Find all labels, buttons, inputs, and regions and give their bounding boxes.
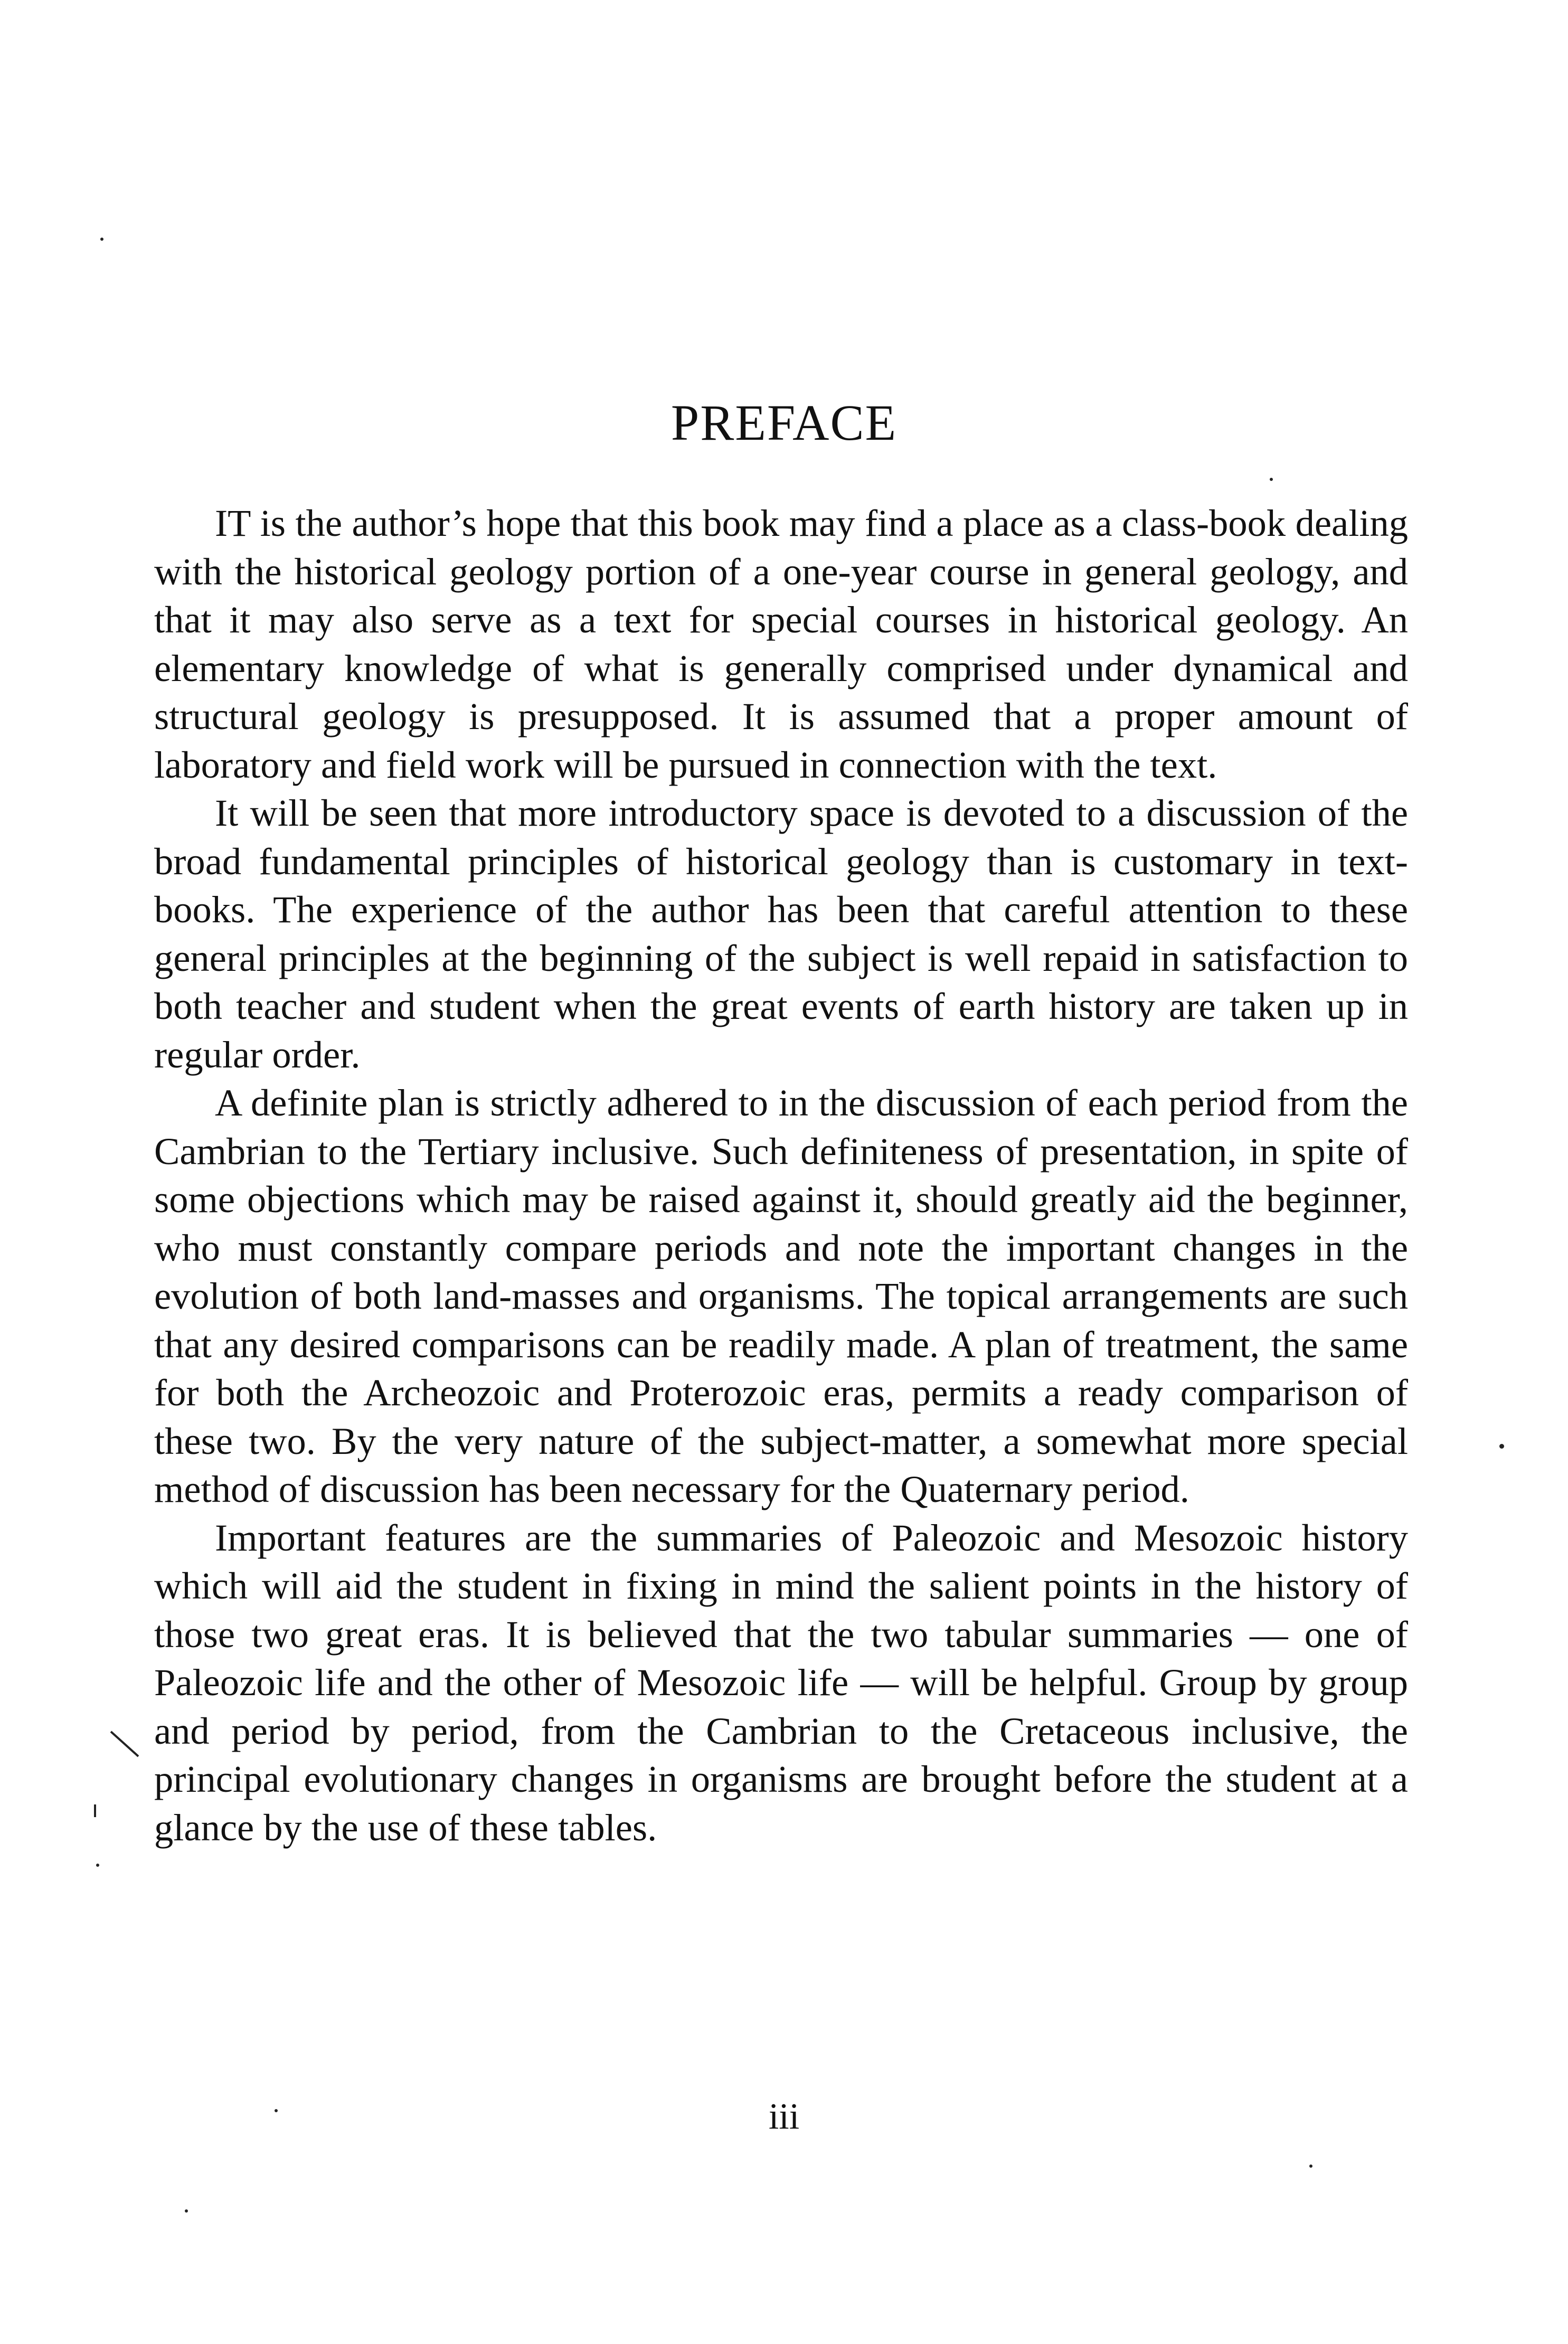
scan-speck bbox=[1270, 478, 1273, 481]
preface-body bbox=[154, 499, 1408, 1851]
scan-speck bbox=[1499, 1444, 1504, 1449]
scan-speck bbox=[100, 238, 103, 241]
scan-speck bbox=[275, 2109, 278, 2112]
margin-tick bbox=[94, 1804, 96, 1817]
page-number: iii bbox=[768, 2096, 800, 2137]
paragraph-3: A definite plan is strictly adhered to in the discussion of each period from the Cambrian to the Tertiary inclusive. Such definiteness of presentation, in spite of some objections which may be raised against it, should greatly aid the beginner, who must constantly compare periods and note the important changes in the evolution of both land-masses and organisms. The topical arrangements are such that any desired comparisons can be readily made. A plan of treatment, the same for both the Archeozoic and Proterozoic eras, permits a ready comparison of these two. By the very nature of the subject-matter, a somewhat more special method of discussion has been necessary for the Quaternary period. bbox=[154, 1081, 1408, 1510]
page-title: PREFACE bbox=[670, 394, 898, 451]
paragraph-2: It will be seen that more introductory space is devoted to a discussion of the broad fundamental principles of historical geology than is customary in text-books. The experience of the author has been that careful attention to these general principles at the beginning of the subject is well repaid in satisfaction to both teacher and student when the great events of earth history are taken up in regular order. bbox=[154, 791, 1408, 1076]
paragraph-4: Important features are the summaries of Paleozoic and Mesozoic history which will aid the student in fixing in mind the salient points in the history of those two great eras. It is believed that the two tabular summaries — one of Paleozoic life and the other of Mesozoic life — will be helpful. Group by group and period by period, from the Cambrian to the Cretaceous inclusive, the principal evolutionary changes in organisms are brought before the student at a glance by the use of these tables. bbox=[154, 1516, 1408, 1849]
scan-speck bbox=[185, 2209, 188, 2213]
margin-slash-mark bbox=[110, 1731, 139, 1757]
scan-speck bbox=[96, 1864, 99, 1867]
scan-speck bbox=[1309, 2165, 1312, 2168]
paragraph-1: IT is the author’s hope that this book may find a place as a class-book dealing with the historical geology portion of a one-year course in general geology, and that it may also serve as a text for special courses in historical geology. An elementary knowledge of what is generally comprised under dynamical and structural geology is presupposed. It is assumed that a proper amount of laboratory and field work will be pursued in connection with the text. bbox=[154, 502, 1408, 786]
